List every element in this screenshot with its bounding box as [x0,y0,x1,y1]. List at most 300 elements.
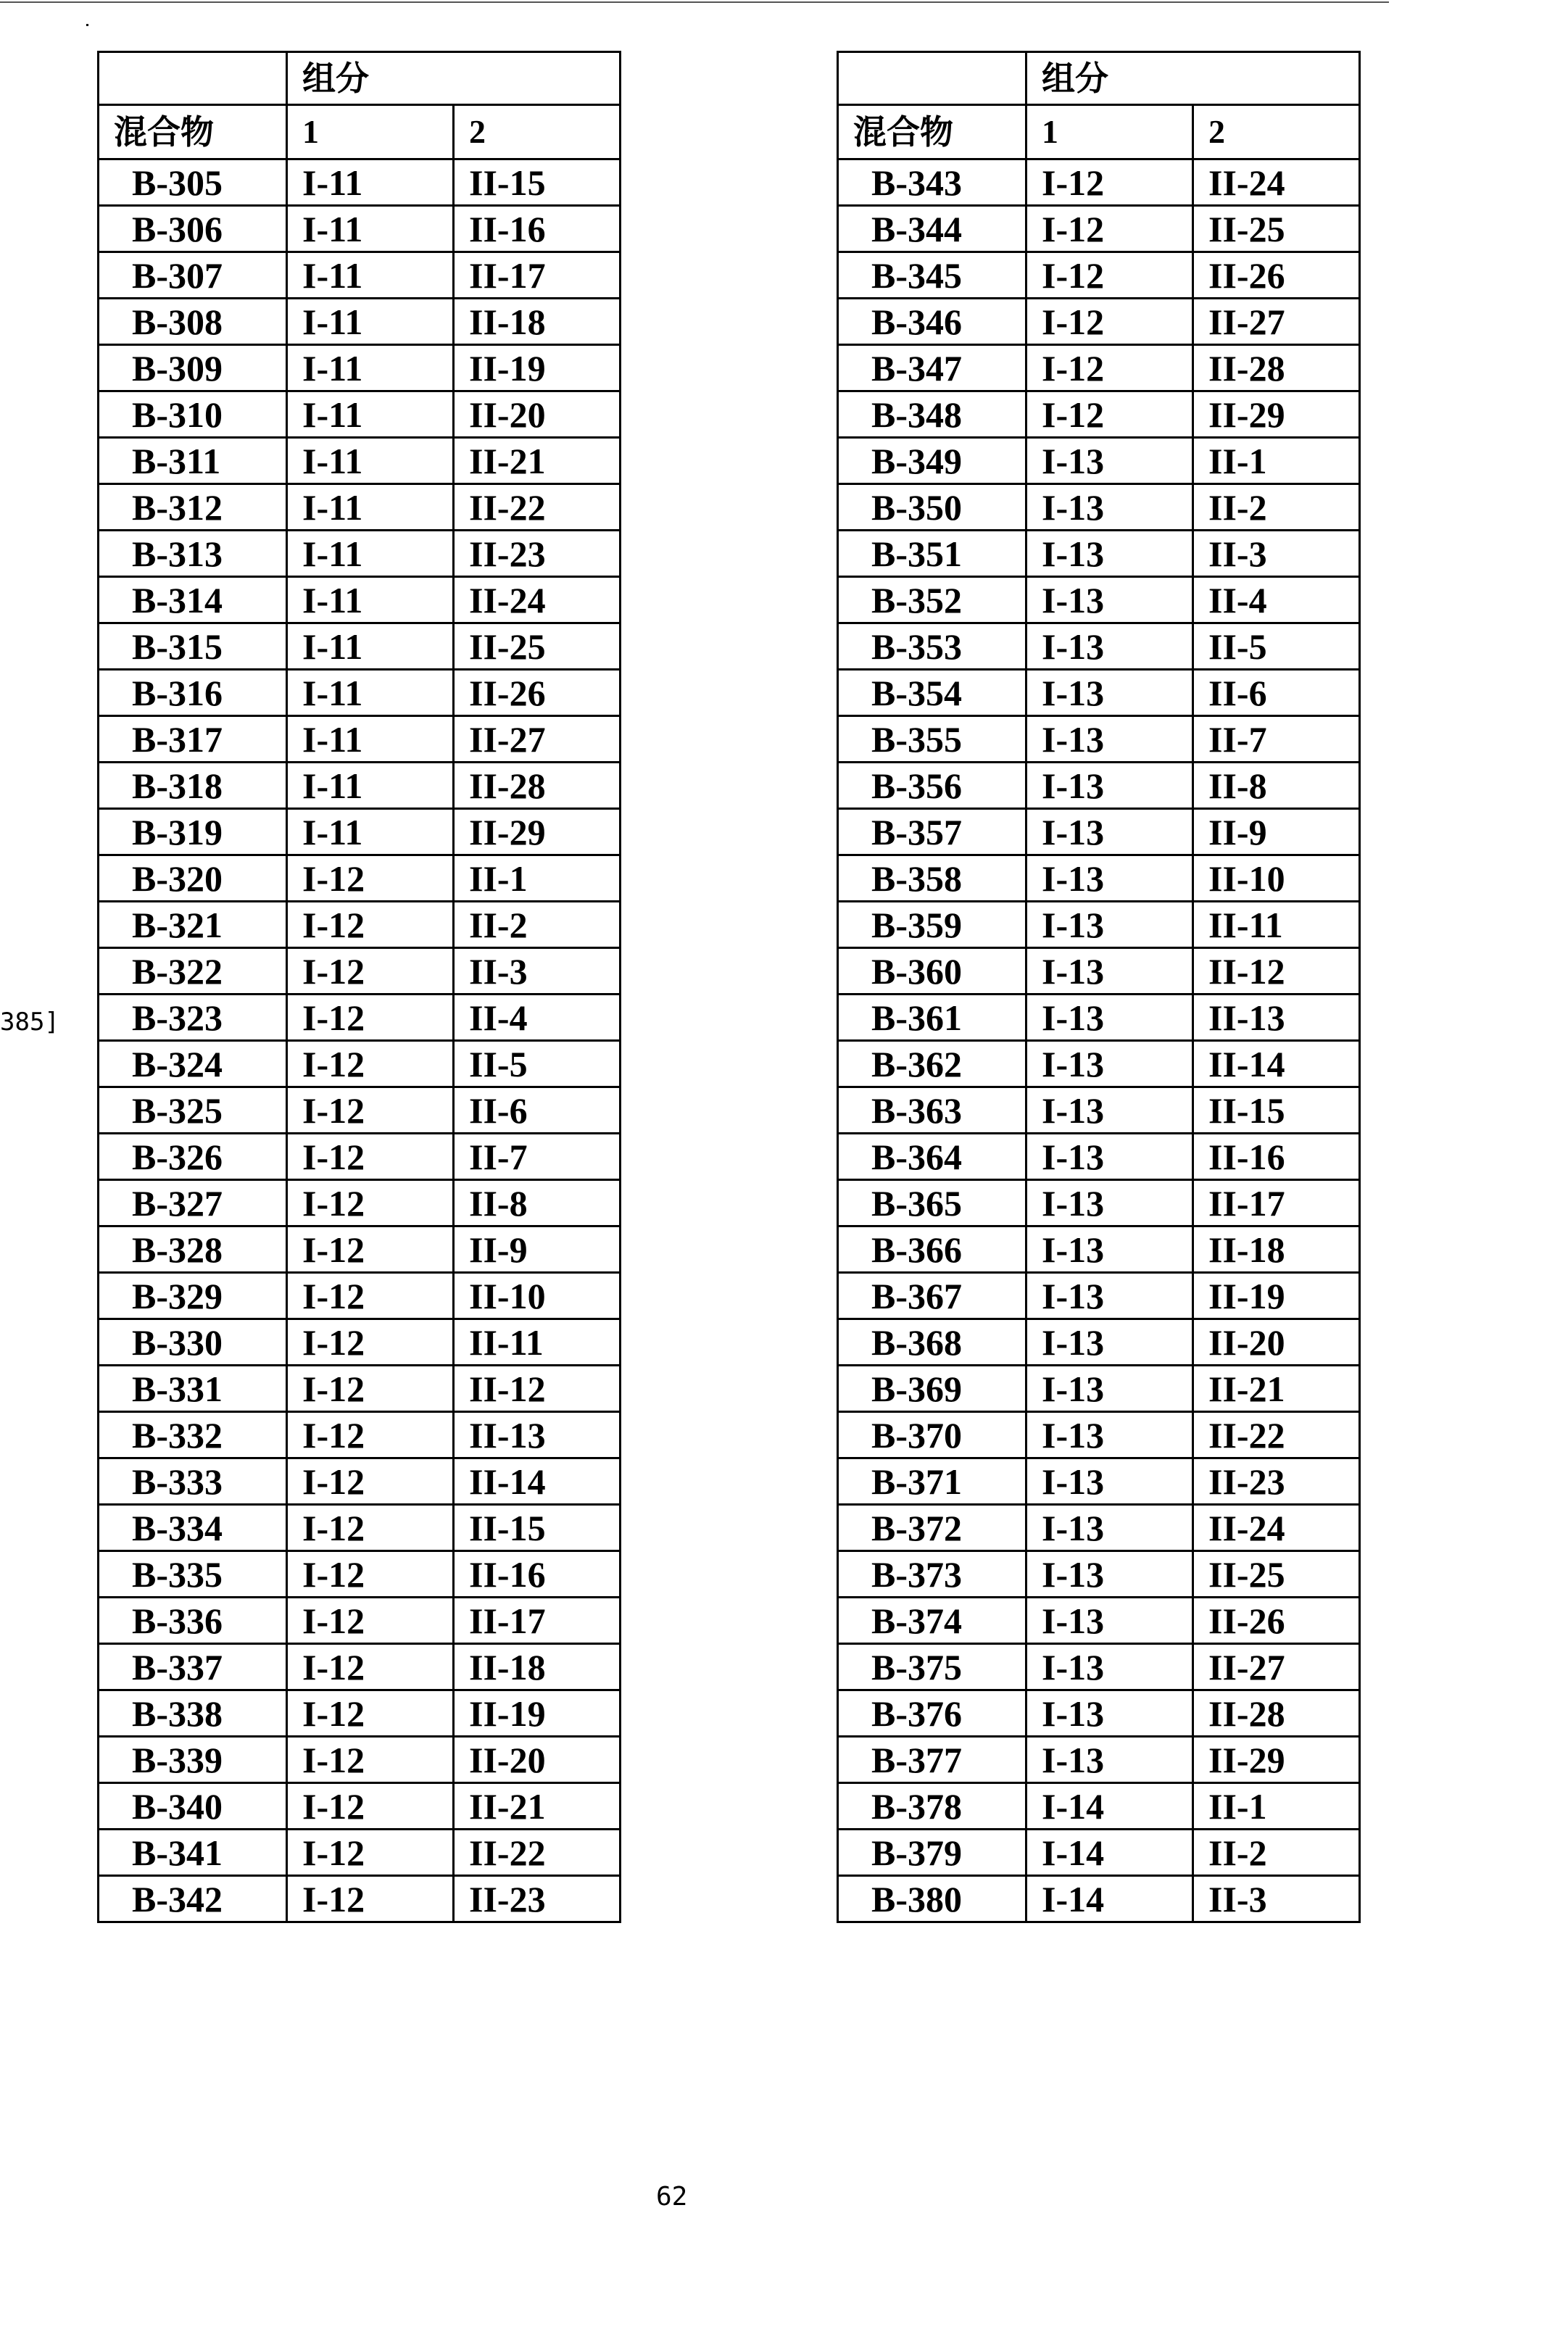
table-row [99,1644,621,1690]
mixture-cell: B-326 [99,1134,287,1180]
mixture-cell: B-376 [838,1690,1026,1737]
table-row [99,1273,621,1319]
table-row [99,670,621,716]
mixture-cell: B-323 [99,995,287,1041]
mixture-cell: B-316 [99,670,287,716]
component-2-cell: II-20 [454,1737,621,1783]
component-2-cell: II-7 [1193,716,1360,763]
table-row [99,1737,621,1783]
mixture-cell: B-353 [838,623,1026,670]
component-1-cell: I-12 [287,1134,454,1180]
table-row [99,1598,621,1644]
component-2-cell: II-3 [454,948,621,995]
component-2-cell: II-13 [454,1412,621,1458]
table-row [99,1134,621,1180]
table-row [99,438,621,484]
mixture-cell: B-341 [99,1830,287,1876]
component-2-cell: II-21 [1193,1366,1360,1412]
component-2-cell: II-28 [1193,345,1360,391]
header-component-1: 1 [287,105,454,159]
component-2-cell: II-3 [1193,1876,1360,1922]
table-row [838,1273,1360,1319]
component-2-cell: II-18 [454,1644,621,1690]
component-2-cell: II-15 [454,1505,621,1551]
mixture-cell: B-317 [99,716,287,763]
component-1-cell: I-13 [1026,438,1193,484]
component-2-cell: II-10 [1193,855,1360,902]
mixture-cell: B-352 [838,577,1026,623]
component-1-cell: I-12 [1026,252,1193,299]
component-1-cell: I-12 [287,1690,454,1737]
component-1-cell: I-11 [287,763,454,809]
table-row [99,159,621,206]
table-row [838,623,1360,670]
component-1-cell: I-12 [287,1783,454,1830]
mixture-cell: B-347 [838,345,1026,391]
table-row [838,1505,1360,1551]
component-1-cell: I-13 [1026,1273,1193,1319]
component-1-cell: I-13 [1026,716,1193,763]
table-row [838,670,1360,716]
component-1-cell: I-12 [287,1505,454,1551]
mixture-cell: B-370 [838,1412,1026,1458]
component-2-cell: II-17 [1193,1180,1360,1226]
component-2-cell: II-1 [1193,438,1360,484]
component-1-cell: I-13 [1026,1180,1193,1226]
component-2-cell: II-1 [454,855,621,902]
mixture-cell: B-324 [99,1041,287,1087]
component-2-cell: II-27 [1193,299,1360,345]
component-1-cell: I-12 [287,1226,454,1273]
table-row [838,252,1360,299]
component-2-cell: II-27 [1193,1644,1360,1690]
component-2-cell: II-24 [454,577,621,623]
component-1-cell: I-11 [287,438,454,484]
table-row [99,809,621,855]
mixture-cell: B-307 [99,252,287,299]
table-row [838,1134,1360,1180]
header-mixture: 混合物 [99,105,287,159]
component-2-cell: II-11 [1193,902,1360,948]
component-1-cell: I-12 [287,1366,454,1412]
component-1-cell: I-11 [287,299,454,345]
mixture-cell: B-372 [838,1505,1026,1551]
component-2-cell: II-29 [1193,391,1360,438]
component-2-cell: II-22 [454,484,621,531]
component-1-cell: I-12 [287,1412,454,1458]
component-2-cell: II-29 [454,809,621,855]
mixture-cell: B-339 [99,1737,287,1783]
component-2-cell: II-20 [1193,1319,1360,1366]
component-1-cell: I-12 [287,1598,454,1644]
mixture-cell: B-355 [838,716,1026,763]
component-1-cell: I-12 [287,1273,454,1319]
component-1-cell: I-11 [287,809,454,855]
component-2-cell: II-26 [1193,252,1360,299]
component-1-cell: I-11 [287,252,454,299]
table-row [838,299,1360,345]
mixture-cell: B-378 [838,1783,1026,1830]
mixture-cell: B-379 [838,1830,1026,1876]
component-2-cell: II-12 [1193,948,1360,995]
mixture-cell: B-334 [99,1505,287,1551]
table-row [99,484,621,531]
mixture-cell: B-340 [99,1783,287,1830]
table-row [99,391,621,438]
table-row [838,1226,1360,1273]
mixture-cell: B-321 [99,902,287,948]
component-2-cell: II-19 [1193,1273,1360,1319]
header-group: 组分 [287,52,621,105]
table-row [838,1551,1360,1598]
table-row [838,1644,1360,1690]
mixture-cell: B-312 [99,484,287,531]
mixture-cell: B-346 [838,299,1026,345]
mixture-cell: B-373 [838,1551,1026,1598]
component-2-cell: II-22 [1193,1412,1360,1458]
table-row [838,159,1360,206]
table-row [99,345,621,391]
table-row [99,1180,621,1226]
component-2-cell: II-7 [454,1134,621,1180]
table-row [838,1830,1360,1876]
component-1-cell: I-13 [1026,855,1193,902]
table-row [838,484,1360,531]
component-1-cell: I-11 [287,345,454,391]
header-empty-cell [838,52,1026,105]
mixture-cell: B-335 [99,1551,287,1598]
component-2-cell: II-24 [1193,1505,1360,1551]
component-1-cell: I-11 [287,670,454,716]
component-1-cell: I-14 [1026,1876,1193,1922]
component-2-cell: II-4 [1193,577,1360,623]
table-row [99,1876,621,1922]
mixture-cell: B-362 [838,1041,1026,1087]
component-1-cell: I-13 [1026,531,1193,577]
component-2-cell: II-23 [1193,1458,1360,1505]
component-1-cell: I-13 [1026,1644,1193,1690]
mixture-cell: B-322 [99,948,287,995]
component-2-cell: II-12 [454,1366,621,1412]
component-1-cell: I-12 [287,1180,454,1226]
component-1-cell: I-12 [1026,345,1193,391]
table-row [838,438,1360,484]
component-1-cell: I-12 [287,1041,454,1087]
table-row [838,531,1360,577]
component-1-cell: I-13 [1026,670,1193,716]
mixture-cell: B-377 [838,1737,1026,1783]
component-1-cell: I-11 [287,391,454,438]
table-row [838,1783,1360,1830]
table-row [838,1087,1360,1134]
table-row [99,763,621,809]
component-2-cell: II-18 [454,299,621,345]
mixture-cell: B-337 [99,1644,287,1690]
table-row [99,1087,621,1134]
component-1-cell: I-13 [1026,1041,1193,1087]
table-row [838,1319,1360,1366]
component-1-cell: I-12 [1026,299,1193,345]
component-1-cell: I-12 [287,1737,454,1783]
table-row [99,1783,621,1830]
table-row [99,716,621,763]
mixture-cell: B-333 [99,1458,287,1505]
component-2-cell: II-17 [454,1598,621,1644]
component-2-cell: II-5 [1193,623,1360,670]
header-component-1: 1 [1026,105,1193,159]
component-2-cell: II-11 [454,1319,621,1366]
component-2-cell: II-9 [454,1226,621,1273]
component-2-cell: II-2 [1193,1830,1360,1876]
mixture-cell: B-380 [838,1876,1026,1922]
mixture-cell: B-357 [838,809,1026,855]
table-row [99,1366,621,1412]
mixture-cell: B-306 [99,206,287,252]
component-2-cell: II-16 [454,1551,621,1598]
component-2-cell: II-20 [454,391,621,438]
component-2-cell: II-16 [454,206,621,252]
mixture-cell: B-371 [838,1458,1026,1505]
mixture-cell: B-374 [838,1598,1026,1644]
header-group: 组分 [1026,52,1360,105]
table-row [99,1319,621,1366]
component-2-cell: II-28 [454,763,621,809]
component-2-cell: II-25 [1193,206,1360,252]
table-row [99,1690,621,1737]
component-1-cell: I-12 [287,1644,454,1690]
component-2-cell: II-10 [454,1273,621,1319]
component-1-cell: I-12 [287,1876,454,1922]
mixture-cell: B-344 [838,206,1026,252]
mixture-cell: B-309 [99,345,287,391]
table-row [838,855,1360,902]
table-row [99,948,621,995]
component-2-cell: II-23 [454,1876,621,1922]
mixture-cell: B-363 [838,1087,1026,1134]
component-2-cell: II-2 [1193,484,1360,531]
component-1-cell: I-13 [1026,577,1193,623]
table-row [99,531,621,577]
component-1-cell: I-13 [1026,1737,1193,1783]
mixture-cell: B-351 [838,531,1026,577]
component-2-cell: II-27 [454,716,621,763]
component-1-cell: I-11 [287,623,454,670]
component-1-cell: I-14 [1026,1783,1193,1830]
mixture-cell: B-367 [838,1273,1026,1319]
component-2-cell: II-8 [1193,763,1360,809]
table-row [99,623,621,670]
header-row-columns [99,105,621,159]
component-2-cell: II-17 [454,252,621,299]
mixture-cell: B-338 [99,1690,287,1737]
mixture-cell: B-305 [99,159,287,206]
table-row [838,345,1360,391]
table-row [838,1041,1360,1087]
mixture-cell: B-314 [99,577,287,623]
component-1-cell: I-11 [287,206,454,252]
component-2-cell: II-13 [1193,995,1360,1041]
component-2-cell: II-21 [454,1783,621,1830]
component-1-cell: I-13 [1026,1366,1193,1412]
header-component-2: 2 [1193,105,1360,159]
component-1-cell: I-13 [1026,1226,1193,1273]
component-1-cell: I-13 [1026,948,1193,995]
component-1-cell: I-13 [1026,1598,1193,1644]
component-1-cell: I-12 [1026,391,1193,438]
table-row [838,1458,1360,1505]
header-component-2: 2 [454,105,621,159]
component-2-cell: II-3 [1193,531,1360,577]
paragraph-marker: 385] [0,1008,59,1037]
page-number: 62 [656,2182,687,2212]
component-1-cell: I-11 [287,531,454,577]
component-2-cell: II-15 [1193,1087,1360,1134]
header-row-group [838,52,1360,105]
mixture-cell: B-342 [99,1876,287,1922]
top-rule [0,1,1389,3]
mixture-cell: B-308 [99,299,287,345]
component-1-cell: I-13 [1026,1505,1193,1551]
mixture-cell: B-366 [838,1226,1026,1273]
table-row [99,299,621,345]
mixture-table-right [837,51,1361,1923]
component-1-cell: I-12 [287,1087,454,1134]
table-row [838,1366,1360,1412]
component-2-cell: II-4 [454,995,621,1041]
mixture-cell: B-311 [99,438,287,484]
mixture-cell: B-350 [838,484,1026,531]
component-1-cell: I-13 [1026,1087,1193,1134]
table-row [99,577,621,623]
table-row [838,763,1360,809]
mixture-cell: B-354 [838,670,1026,716]
component-1-cell: I-13 [1026,623,1193,670]
header-row-group [99,52,621,105]
mixture-cell: B-328 [99,1226,287,1273]
table-row [99,902,621,948]
table-row [838,1690,1360,1737]
component-2-cell: II-2 [454,902,621,948]
stray-dot [86,24,88,26]
mixture-table-left [97,51,621,1923]
component-1-cell: I-13 [1026,1458,1193,1505]
component-1-cell: I-12 [287,902,454,948]
mixture-cell: B-315 [99,623,287,670]
table-row [838,391,1360,438]
component-2-cell: II-21 [454,438,621,484]
component-2-cell: II-18 [1193,1226,1360,1273]
table-row [838,577,1360,623]
component-1-cell: I-12 [1026,206,1193,252]
component-2-cell: II-22 [454,1830,621,1876]
table-row [99,1458,621,1505]
table-row [99,1505,621,1551]
header-row-columns [838,105,1360,159]
table-row [99,1226,621,1273]
component-1-cell: I-13 [1026,1319,1193,1366]
component-1-cell: I-12 [287,995,454,1041]
mixture-cell: B-364 [838,1134,1026,1180]
table-row [99,1551,621,1598]
component-1-cell: I-13 [1026,902,1193,948]
component-2-cell: II-26 [1193,1598,1360,1644]
mixture-cell: B-368 [838,1319,1026,1366]
mixture-cell: B-360 [838,948,1026,995]
table-row [838,995,1360,1041]
component-1-cell: I-12 [287,1458,454,1505]
mixture-cell: B-358 [838,855,1026,902]
component-2-cell: II-28 [1193,1690,1360,1737]
mixture-cell: B-375 [838,1644,1026,1690]
table-row [99,206,621,252]
component-2-cell: II-8 [454,1180,621,1226]
mixture-cell: B-329 [99,1273,287,1319]
mixture-cell: B-365 [838,1180,1026,1226]
table-row [838,1876,1360,1922]
table-row [99,252,621,299]
mixture-cell: B-331 [99,1366,287,1412]
component-2-cell: II-14 [454,1458,621,1505]
component-2-cell: II-9 [1193,809,1360,855]
table-row [99,1412,621,1458]
component-2-cell: II-24 [1193,159,1360,206]
mixture-cell: B-313 [99,531,287,577]
component-1-cell: I-12 [1026,159,1193,206]
mixture-cell: B-343 [838,159,1026,206]
component-1-cell: I-12 [287,855,454,902]
table-row [99,995,621,1041]
component-2-cell: II-5 [454,1041,621,1087]
mixture-cell: B-318 [99,763,287,809]
component-2-cell: II-25 [454,623,621,670]
table-row [838,206,1360,252]
header-empty-cell [99,52,287,105]
component-1-cell: I-12 [287,948,454,995]
component-1-cell: I-12 [287,1830,454,1876]
table-row [838,1598,1360,1644]
component-1-cell: I-13 [1026,1690,1193,1737]
component-2-cell: II-6 [1193,670,1360,716]
component-1-cell: I-13 [1026,763,1193,809]
table-row [99,1830,621,1876]
mixture-cell: B-330 [99,1319,287,1366]
component-2-cell: II-26 [454,670,621,716]
table-row [838,1412,1360,1458]
mixture-cell: B-336 [99,1598,287,1644]
mixture-cell: B-310 [99,391,287,438]
mixture-cell: B-361 [838,995,1026,1041]
component-1-cell: I-13 [1026,1134,1193,1180]
component-1-cell: I-13 [1026,1551,1193,1598]
component-2-cell: II-15 [454,159,621,206]
component-1-cell: I-13 [1026,995,1193,1041]
component-1-cell: I-13 [1026,1412,1193,1458]
header-mixture: 混合物 [838,105,1026,159]
component-2-cell: II-25 [1193,1551,1360,1598]
mixture-cell: B-349 [838,438,1026,484]
mixture-cell: B-345 [838,252,1026,299]
component-2-cell: II-23 [454,531,621,577]
component-1-cell: I-11 [287,484,454,531]
mixture-cell: B-369 [838,1366,1026,1412]
component-1-cell: I-11 [287,716,454,763]
table-row [99,855,621,902]
component-1-cell: I-13 [1026,809,1193,855]
component-1-cell: I-12 [287,1319,454,1366]
table-row [99,1041,621,1087]
mixture-cell: B-356 [838,763,1026,809]
component-2-cell: II-19 [454,345,621,391]
